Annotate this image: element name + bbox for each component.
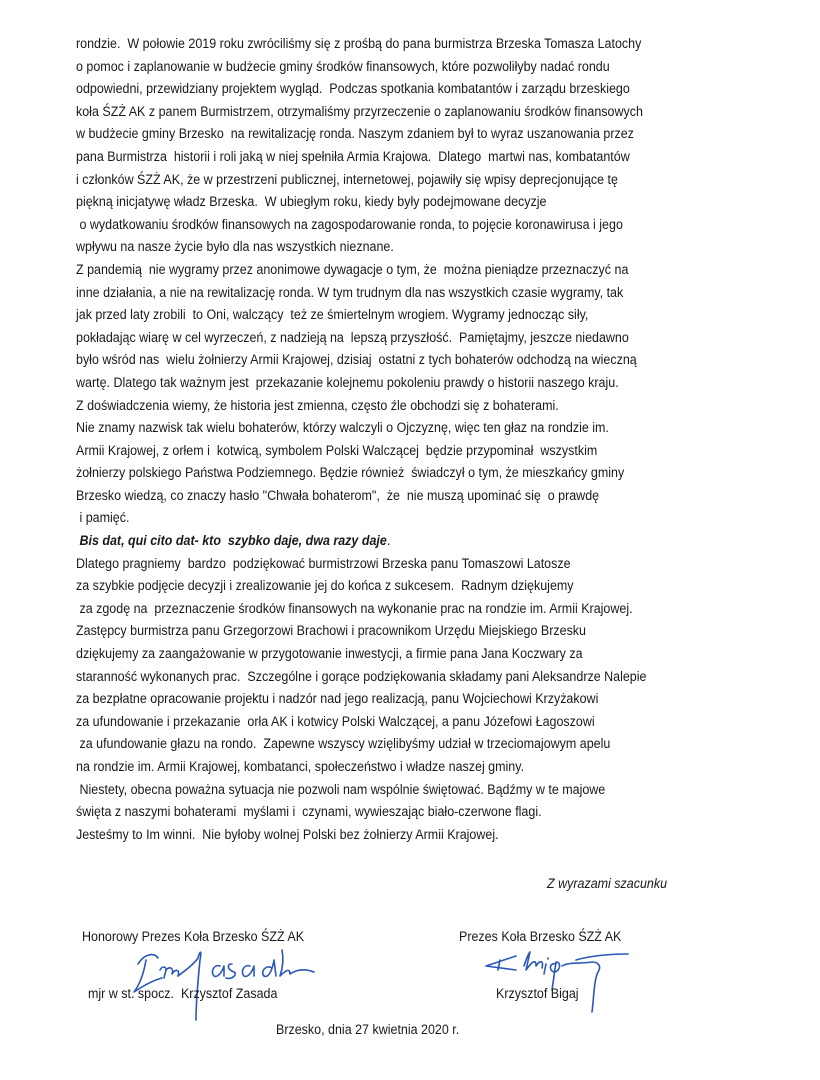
body-line: Armii Krajowej, z orłem i kotwicą, symbolem Polski Walczącej będzie przypominał wszystkim [76,442,598,459]
latin-quote-line [76,530,692,553]
body-line: za bezpłatne opracowanie projektu i nadzór nad jego realizacją, panu Wojciechowi Krzyżakowi [76,691,599,708]
body-line: wartę. Dlatego tak ważnym jest przekazanie kolejnemu pokoleniu prawdy o historii naszego kraju. [76,374,619,391]
right-signatory-title: Prezes Koła Brzesko ŚZŻ AK [459,929,622,945]
body-line: za ufundowanie i przekazanie orła AK i kotwicy Polski Walczącej, a panu Józefowi Łagoszowi [76,713,595,730]
body-line: koła ŚZŻ AK z panem Burmistrzem, otrzymaliśmy przyrzeczenie o zaplanowaniu środków finansowych [76,103,643,120]
body-line: Dlatego pragniemy bardzo podziękować burmistrzowi Brzeska panu Tomaszowi Latosze [76,555,571,572]
latin-quote-period: . [386,533,391,550]
body-line: żołnierzy polskiego Państwa Podziemnego. Będzie również świadczył o tym, że mieszkańcy gminy [76,465,625,482]
body-line: było wśród nas wielu żołnierzy Armii Krajowej, dzisiaj ostatni z tych bohaterów odchodzą na wieczną [76,352,637,369]
left-handwritten-signature [110,940,340,1020]
body-line: za ufundowanie głazu na rondo. Zapewne wszyscy wzięlibyśmy udział w trzeciomajowym apelu [76,736,611,753]
body-line: dziękujemy za zaangażowanie w przygotowanie inwestycji, a firmie pana Jana Koczwary za [76,646,583,663]
body-line: w budżecie gminy Brzesko na rewitalizację ronda. Naszym zdaniem był to wyraz uszanowania przez [76,126,634,143]
closing-salutation: Z wyrazami szacunku [547,876,668,892]
body-line: o pomoc i zaplanowanie w budżecie gminy środków finansowych, które pozwoliłyby nadać rondu [76,58,610,75]
body-line: pana Burmistrza historii i roli jaką w niej spełniła Armia Krajowa. Dlatego martwi nas, kombatantów [76,148,630,165]
body-line: i członków ŚZŻ AK, że w przestrzeni publicznej, internetowej, pojawiły się wpisy deprecjonujące tę [76,171,618,188]
body-line: inne działania, a nie na rewitalizację ronda. W tym trudnym dla nas wszystkich czasie wygramy, tak [76,284,624,301]
latin-quote: Bis dat, qui cito dat- kto szybko daje, dwa razy daje [76,533,387,550]
body-line: Zastępcy burmistrza panu Grzegorzowi Brachowi i pracownikom Urzędu Miejskiego Brzesku [76,623,587,640]
body-line: piękną inicjatywę władz Brzeska. W ubiegłym roku, kiedy były podejmowane decyzje [76,194,547,211]
body-line: pokładając wiarę w cel wyrzeczeń, z nadzieją na lepszą przyszłość. Pamiętajmy, jeszcze niedawno [76,329,629,346]
letter-body [76,33,776,846]
body-line: święta z naszymi bohaterami myślami i czynami, wywieszając biało-czerwone flagi. [76,804,542,821]
body-line: za szybkie podjęcie decyzji i zrealizowanie jej do końca z sukcesem. Radnym dziękujemy [76,578,574,595]
body-line: na rondzie im. Armii Krajowej, kombatanci, społeczeństwo i władze naszej gminy. [76,759,525,775]
body-line: wpływu na nasze życie było dla nas wszystkich nieznane. [76,239,394,256]
body-line: Nie znamy nazwisk tak wielu bohaterów, którzy walczyli o Ojczyznę, więc ten głaz na rondzie im. [76,420,609,437]
right-signatory-name: Krzysztof Bigaj [496,986,579,1002]
date-line: Brzesko, dnia 27 kwietnia 2020 r. [276,1022,460,1038]
body-line: za zgodę na przeznaczenie środków finansowych na wykonanie prac na rondzie im. Armii Krajowej. [76,600,633,617]
body-line: o wydatkowaniu środków finansowych na zagospodarowanie ronda, to pojęcie koronawirusa i jego [76,216,623,233]
body-line: i pamięć. [76,510,130,527]
right-handwritten-signature [480,950,640,1015]
left-signatory-title: Honorowy Prezes Koła Brzesko ŚZŻ AK [82,929,305,945]
body-line: Jesteśmy to Im winni. Nie byłoby wolnej Polski bez żołnierzy Armii Krajowej. [76,826,499,843]
body-line: Brzesko wiedzą, co znaczy hasło "Chwała bohaterom", że nie muszą upominać się o prawdę [76,487,600,504]
body-line: rondzie. W połowie 2019 roku zwróciliśmy się z prośbą do pana burmistrza Brzeska Tomasza Latochy [76,36,642,52]
body-line: staranność wykonanych prac. Szczególne i gorące podziękowania składamy pani Aleksandrze Nalepie [76,668,647,685]
body-line: odpowiedni, przewidziany projektem wygląd. Podczas spotkania kombatantów i zarządu brzeskiego [76,81,630,98]
left-signatory-name: mjr w st. spocz. Krzysztof Zasada [88,986,278,1002]
body-line: Z pandemią nie wygramy przez anonimowe dywagacje o tym, że można pieniądze przeznaczyć na [76,261,629,278]
body-line: Niestety, obecna poważna sytuacja nie pozwoli nam wspólnie świętować. Bądźmy w te majowe [76,781,606,798]
body-line: jak przed laty zrobili to Oni, walczący też ze śmiertelnym wrogiem. Wygramy jednocząc siły, [76,307,589,324]
body-line: Z doświadczenia wiemy, że historia jest zmienna, często źle obchodzi się z bohaterami. [76,397,559,414]
